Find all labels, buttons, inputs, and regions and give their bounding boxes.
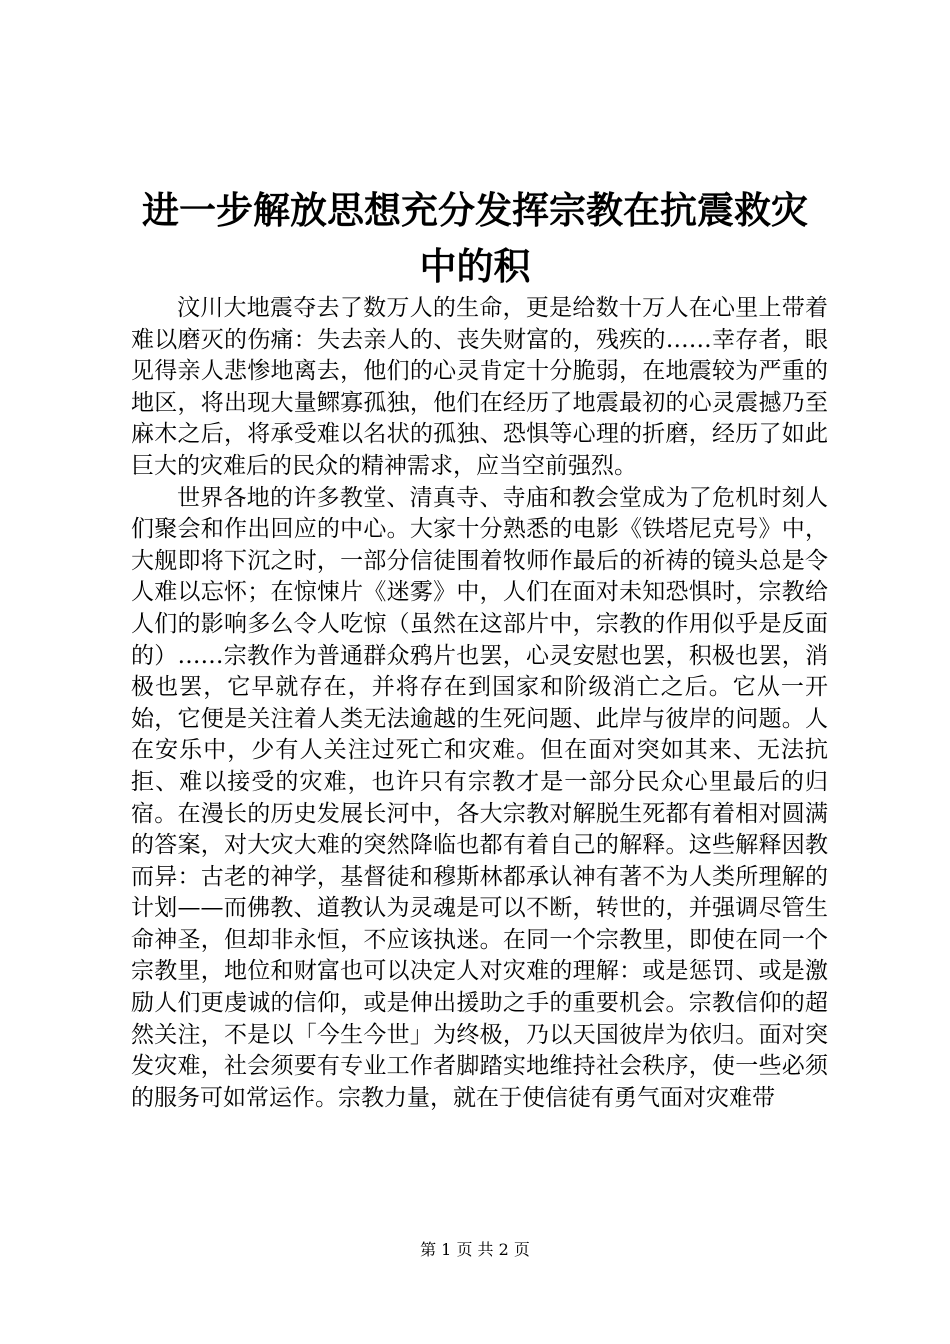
document-body	[131, 293, 828, 1114]
paragraph-1: 汶川大地震夺去了数万人的生命，更是给数十万人在心里上带着难以磨灭的伤痛：失去亲人的、丧失财富的，残疾的……幸存者，眼见得亲人悲惨地离去，他们的心灵肯定十分脆弱，在地震较为严重的地区，将出现大量鳏寡孤独，他们在经历了地震最初的心灵震撼乃至麻木之后，将承受难以名状的孤独、恐惧等心理的折磨，经历了如此巨大的灾难后的民众的精神需求，应当空前强烈。	[131, 295, 828, 479]
paragraph-2: 世界各地的许多教堂、清真寺、寺庙和教会堂成为了危机时刻人们聚会和作出回应的中心。大家十分熟悉的电影《铁塔尼克号》中，大舰即将下沉之时，一部分信徒围着牧师作最后的祈祷的镜头总是令人难以忘怀；在惊悚片《迷雾》中，人们在面对未知恐惧时，宗教给人们的影响多么令人吃惊（虽然在这部片中，宗教的作用似乎是反面的）……宗教作为普通群众鸦片也罢，心灵安慰也罢，积极也罢，消极也罢，它早就存在，并将存在到国家和阶级消亡之后。它从一开始，它便是关注着人类无法逾越的生死问题、此岸与彼岸的问题。人在安乐中，少有人关注过死亡和灾难。但在面对突如其来、无法抗拒、难以接受的灾难，也许只有宗教才是一部分民众心里最后的归宿。在漫长的历史发展长河中，各大宗教对解脱生死都有着相对圆满的答案，对大灾大难的突然降临也都有着自己的解释。这些解释因教而异：古老的神学，基督徒和穆斯林都承认神有著不为人类所理解的计划——而佛教、道教认为灵魂是可以不断，转世的，并强调尽管生命神圣，但却非永恒，不应该执迷。在同一个宗教里，即使在同一个宗教里，地位和财富也可以决定人对灾难的理解：或是惩罚、或是激励人们更虔诚的信仰，或是伸出援助之手的重要机会。宗教信仰的超然关注，不是以「今生今世」为终极，乃以天国彼岸为依归。面对突发灾难，社会须要有专业工作者脚踏实地维持社会秩序，使一些必须的服务可如常运作。宗教力量，就在于使信徒有勇气面对灾难带	[131, 484, 828, 1111]
document-title: 进一步解放思想充分发挥宗教在抗震救灾中的积	[142, 188, 808, 288]
page-footer: 第 1 页 共 2 页	[420, 1240, 530, 1259]
